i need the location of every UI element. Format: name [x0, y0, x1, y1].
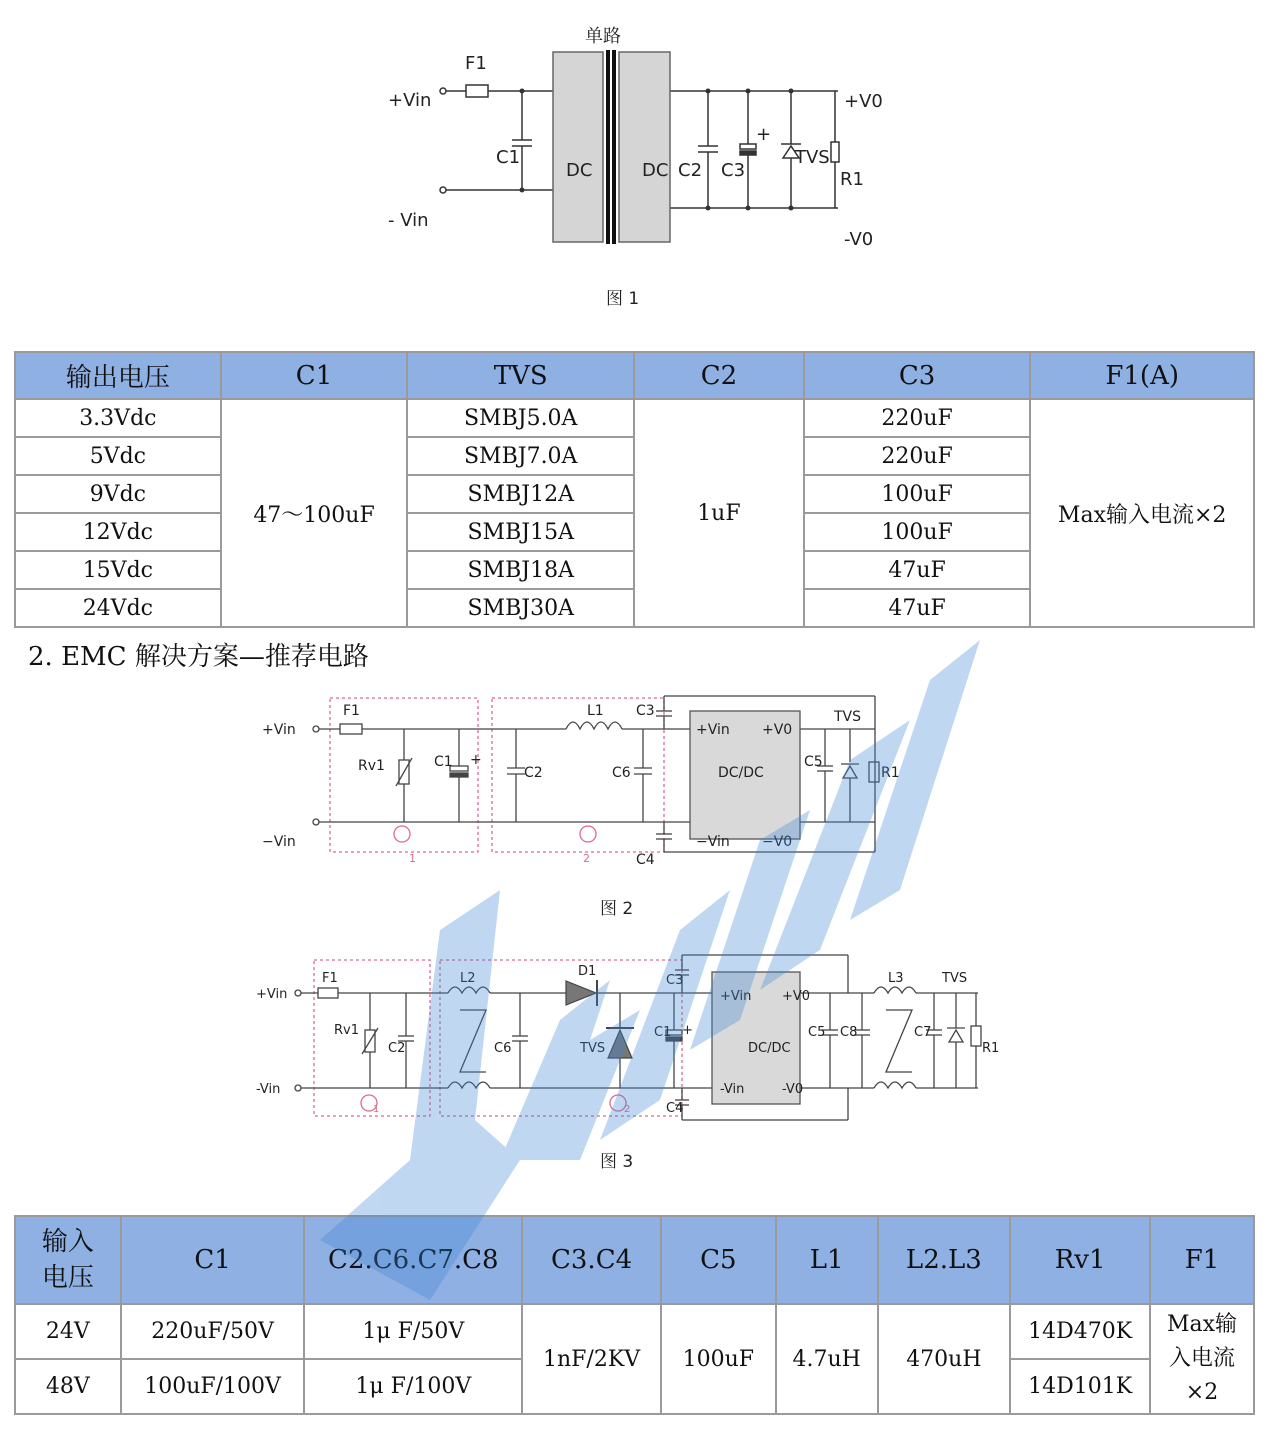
- table-row: [15, 399, 1254, 437]
- fig2-dc-vin-pos: +Vin: [696, 722, 730, 738]
- fig3-c8: C8: [840, 1025, 858, 1040]
- fig2-dc-title: DC/DC: [718, 765, 764, 781]
- fig2-c1-plus: +: [470, 752, 482, 768]
- cell-tvs: SMBJ30A: [407, 589, 634, 627]
- fig3-c5: C5: [808, 1025, 826, 1040]
- cell-c1: 220uF/50V: [121, 1304, 305, 1359]
- cell-f1-merged: Max输入电流×2: [1150, 1304, 1254, 1414]
- fig1-vo-neg-label: -V0: [844, 229, 874, 250]
- fig3-c1: C1: [654, 1025, 672, 1040]
- cell-c5-merged: 100uF: [661, 1304, 776, 1414]
- fig3-l3: L3: [888, 971, 904, 986]
- cell-c2678: 1μ F/100V: [304, 1359, 522, 1414]
- table-header-row: [15, 1216, 1254, 1304]
- cell-c34-merged: 1nF/2KV: [522, 1304, 661, 1414]
- cell-voltage: 15Vdc: [15, 551, 221, 589]
- fig2-vin-pos: +Vin: [262, 722, 296, 738]
- fig3-dc-vin-pos: +Vin: [720, 989, 752, 1004]
- fig3-c3: C3: [666, 973, 684, 988]
- cell-c2-merged: 1uF: [634, 399, 804, 627]
- col-header-c34: C3.C4: [522, 1216, 661, 1304]
- cell-c3: 220uF: [804, 437, 1031, 475]
- cell-voltage: 9Vdc: [15, 475, 221, 513]
- fig2-l1: L1: [587, 703, 604, 719]
- col-header-f1: F1(A): [1030, 352, 1254, 399]
- table-header-row: [15, 352, 1254, 399]
- fig3-vin-pos: +Vin: [256, 987, 288, 1002]
- output-voltage-table: [14, 351, 1255, 628]
- fig3-tvs-in: TVS: [580, 1041, 606, 1056]
- cell-l1-merged: 4.7uH: [776, 1304, 878, 1414]
- cell-f1-merged: Max输入电流×2: [1030, 399, 1254, 627]
- cell-c3: 100uF: [804, 475, 1031, 513]
- fig2-c4: C4: [636, 852, 655, 868]
- cell-tvs: SMBJ18A: [407, 551, 634, 589]
- input-voltage-table: [14, 1215, 1255, 1415]
- fig2-c5: C5: [804, 754, 823, 770]
- fig3-c7: C7: [914, 1025, 932, 1040]
- fig3-tvs-out: TVS: [942, 971, 968, 986]
- cell-c1: 100uF/100V: [121, 1359, 305, 1414]
- fig3-vin-neg: -Vin: [256, 1082, 281, 1097]
- fig2-zone1-num: 1: [409, 852, 416, 865]
- fig1-vo-pos-label: +V0: [844, 91, 883, 112]
- cell-voltage: 12Vdc: [15, 513, 221, 551]
- col-header-c1: C1: [121, 1216, 305, 1304]
- cell-rv1: 14D470K: [1010, 1304, 1150, 1359]
- cell-tvs: SMBJ7.0A: [407, 437, 634, 475]
- fig1-c3-label: C3: [721, 160, 746, 181]
- cell-voltage: 24Vdc: [15, 589, 221, 627]
- col-header-l1: L1: [776, 1216, 878, 1304]
- fig2-dc-vo-neg: −V0: [762, 834, 793, 850]
- fig3-d1: D1: [578, 964, 597, 979]
- col-header-output-voltage: 输出电压: [15, 352, 221, 399]
- cell-c3: 100uF: [804, 513, 1031, 551]
- figure-3-caption: 图 3: [600, 1152, 634, 1172]
- fig3-dc-vo-pos: +V0: [782, 989, 811, 1004]
- fig1-c2-label: C2: [678, 160, 703, 181]
- cell-voltage: 24V: [15, 1304, 121, 1359]
- col-header-c1: C1: [221, 352, 408, 399]
- section-2-title: 2. EMC 解决方案—推荐电路: [28, 642, 369, 672]
- cell-tvs: SMBJ5.0A: [407, 399, 634, 437]
- fig3-c4: C4: [666, 1101, 684, 1116]
- col-header-c5: C5: [661, 1216, 776, 1304]
- cell-voltage: 5Vdc: [15, 437, 221, 475]
- cell-tvs: SMBJ15A: [407, 513, 634, 551]
- cell-c3: 47uF: [804, 551, 1031, 589]
- fig2-c6: C6: [612, 765, 631, 781]
- zone-2-box-fig3: [440, 960, 682, 1116]
- fig1-vin-neg-label: - Vin: [388, 210, 429, 231]
- fig1-c3-plus: +: [756, 124, 772, 145]
- fig2-rv1: Rv1: [358, 758, 385, 774]
- fig2-c3: C3: [636, 703, 655, 719]
- figure-2-caption: 图 2: [600, 899, 634, 919]
- fig2-tvs: TVS: [834, 709, 862, 725]
- fig3-c1-plus: +: [682, 1023, 693, 1038]
- fig3-l2: L2: [460, 971, 476, 986]
- cell-tvs: SMBJ12A: [407, 475, 634, 513]
- figure-1-caption: 图 1: [606, 289, 640, 309]
- fig1-f1-label: F1: [465, 53, 487, 74]
- fig2-c2: C2: [524, 765, 543, 781]
- figure-2-schematic: [0, 690, 1268, 880]
- cell-c3: 47uF: [804, 589, 1031, 627]
- fig1-c1-label: C1: [496, 147, 521, 168]
- fig2-dc-vin-neg: −Vin: [696, 834, 730, 850]
- fig3-c2: C2: [388, 1041, 406, 1056]
- cell-c1-merged: 47～100uF: [221, 399, 408, 627]
- fig2-vin-neg: −Vin: [262, 834, 296, 850]
- fig3-r1: R1: [982, 1041, 1000, 1056]
- zone-2-box: [492, 698, 664, 852]
- cell-voltage: 48V: [15, 1359, 121, 1414]
- col-header-tvs: TVS: [407, 352, 634, 399]
- cell-voltage: 3.3Vdc: [15, 399, 221, 437]
- fig1-tvs-label: TVS: [795, 147, 830, 168]
- fig3-dc-vin-neg: -Vin: [720, 1082, 745, 1097]
- fig1-vin-pos-label: +Vin: [388, 90, 432, 111]
- cell-rv1: 14D101K: [1010, 1359, 1150, 1414]
- fig3-c6: C6: [494, 1041, 512, 1056]
- fig3-dc-vo-neg: -V0: [782, 1082, 804, 1097]
- cell-c3: 220uF: [804, 399, 1031, 437]
- fig3-rv1: Rv1: [334, 1023, 359, 1038]
- fig3-f1: F1: [322, 971, 338, 986]
- figure-1-schematic: [0, 20, 1268, 290]
- fig1-dc-left-label: DC: [566, 160, 593, 181]
- col-header-input-voltage: 输入电压: [15, 1216, 121, 1304]
- fig2-c1: C1: [434, 754, 453, 770]
- col-header-c3: C3: [804, 352, 1031, 399]
- fig2-f1: F1: [343, 703, 360, 719]
- col-header-c2678: C2.C6.C7.C8: [304, 1216, 522, 1304]
- fig2-zone2-num: 2: [583, 852, 590, 865]
- cell-l23-merged: 470uH: [878, 1304, 1011, 1414]
- table-row: [15, 1304, 1254, 1359]
- fig1-r1-label: R1: [840, 169, 864, 190]
- fig1-top-label: 单路: [585, 26, 621, 47]
- cell-c2678: 1μ F/50V: [304, 1304, 522, 1359]
- col-header-c2: C2: [634, 352, 804, 399]
- figure-3-schematic: [0, 950, 1268, 1130]
- col-header-l23: L2.L3: [878, 1216, 1011, 1304]
- fig1-dc-right-label: DC: [642, 160, 669, 181]
- fig2-r1: R1: [881, 765, 900, 781]
- fig3-dc-title: DC/DC: [748, 1041, 791, 1056]
- col-header-rv1: Rv1: [1010, 1216, 1150, 1304]
- fig2-dc-vo-pos: +V0: [762, 722, 793, 738]
- fig3-zone1-num: 1: [373, 1104, 380, 1115]
- col-header-f1: F1: [1150, 1216, 1254, 1304]
- fig3-zone2-num: 2: [624, 1104, 631, 1115]
